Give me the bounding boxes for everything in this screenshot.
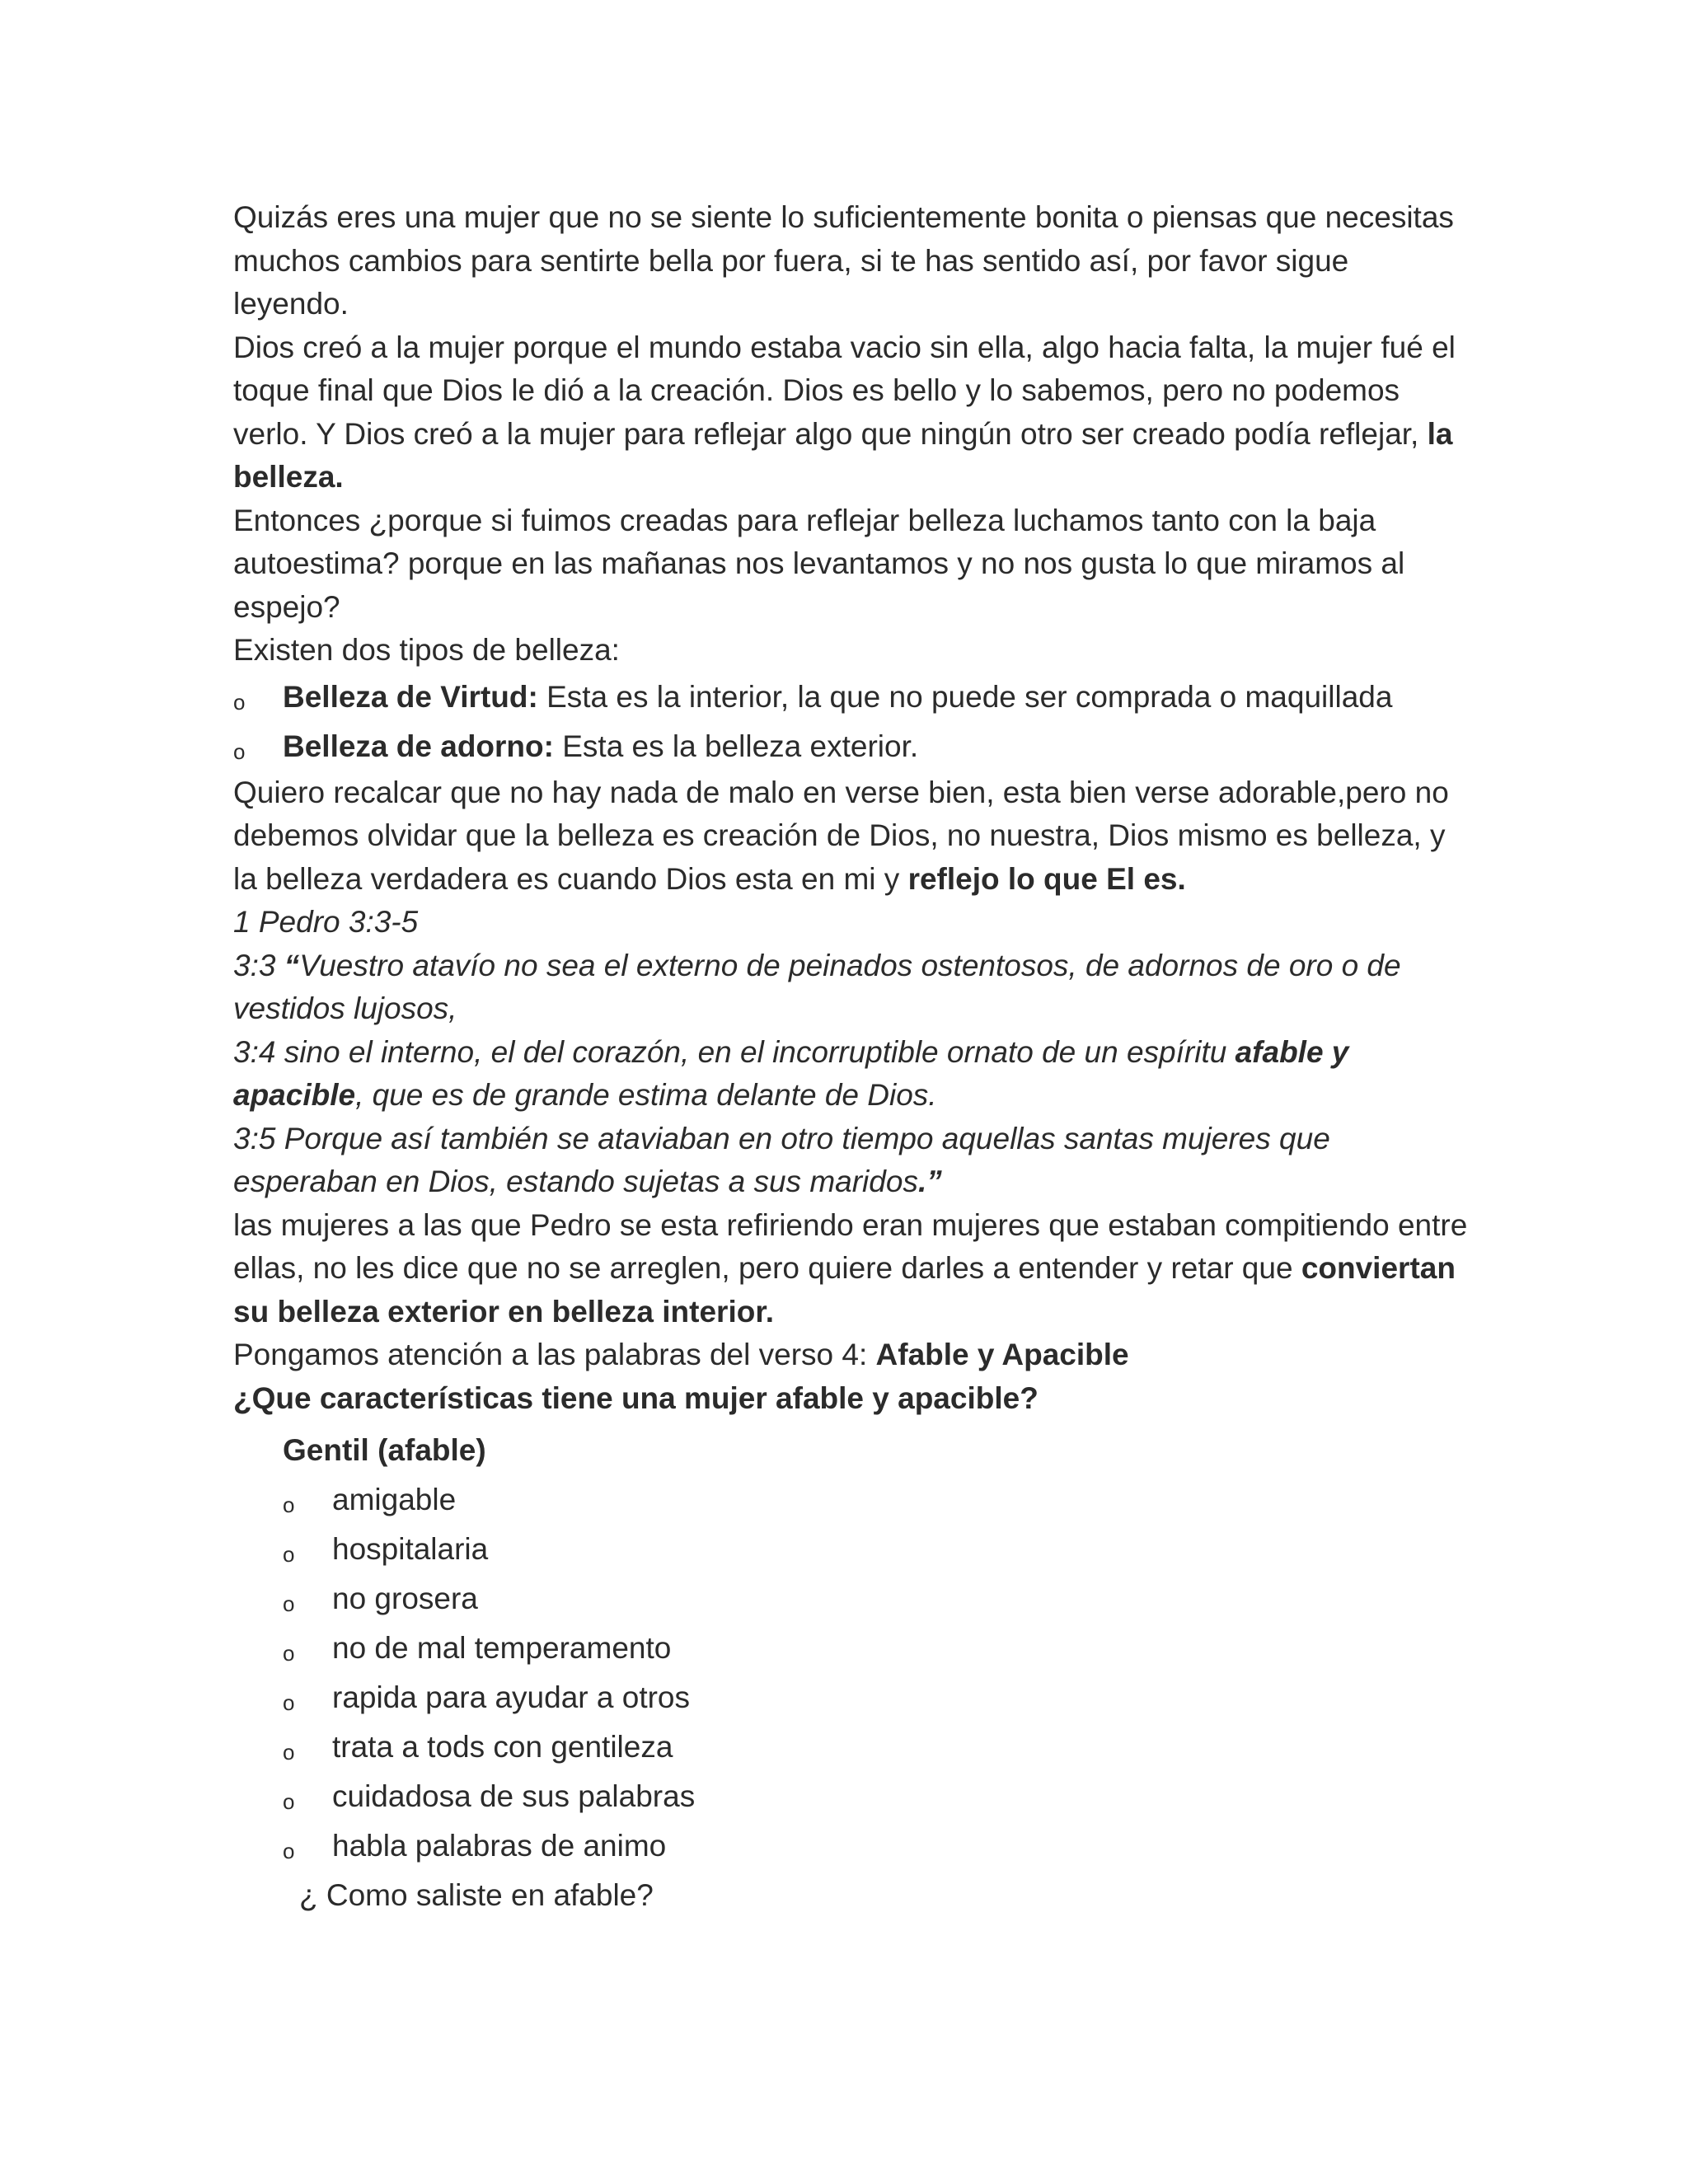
verse-3-open-quote: “ bbox=[284, 948, 300, 982]
verse-3-text: Vuestro atavío no sea el externo de peinados ostentosos, de adornos de oro o de vestidos lujosos, bbox=[233, 948, 1401, 1025]
reflection-paragraph bbox=[233, 771, 1470, 902]
attention-line bbox=[233, 1333, 1470, 1377]
scripture-reference: 1 Pedro 3:3-5 bbox=[233, 905, 419, 939]
verse-5 bbox=[233, 1118, 1470, 1204]
verse-4-emphasis: afable y apacible bbox=[233, 1034, 1349, 1112]
bullet-marker: o bbox=[283, 1789, 295, 1814]
trait-text: rapida para ayudar a otros bbox=[332, 1680, 690, 1714]
trait-text: hospitalaria bbox=[332, 1532, 489, 1566]
verse-5-close-quote: .” bbox=[917, 1165, 942, 1198]
beauty-type-text: Esta es la interior, la que no puede ser comprada o maquillada bbox=[537, 679, 1393, 714]
document-body bbox=[233, 196, 1470, 1920]
attention-text: Pongamos atención a las palabras del verso 4: bbox=[233, 1338, 876, 1371]
beauty-types-list bbox=[233, 673, 1470, 771]
intro-paragraph: Quizás eres una mujer que no se siente lo suficientemente bonita o piensas que necesitas muchos cambios para sentirte bella por fuera, si te has sentido así, por favor sigue leyendo. bbox=[233, 200, 1454, 321]
self-esteem-paragraph: Entonces ¿porque si fuimos creadas para reflejar belleza luchamos tanto con la baja autoestima? porque en las mañanas nos levantamos y no nos gusta lo que miramos al espejo? bbox=[233, 503, 1405, 624]
bullet-marker: o bbox=[283, 1839, 295, 1863]
list-item bbox=[283, 1821, 1470, 1871]
trait-text: cuidadosa de sus palabras bbox=[332, 1779, 696, 1813]
trait-text: trata a tods con gentileza bbox=[332, 1730, 673, 1764]
trait-text: habla palabras de animo bbox=[332, 1829, 667, 1863]
commentary-emphasis: conviertan su belleza exterior en belleza interior. bbox=[233, 1251, 1456, 1329]
list-item bbox=[283, 1574, 1470, 1624]
list-item bbox=[283, 1772, 1470, 1821]
verse-4-text: 3:4 sino el interno, el del corazón, en el incorruptible ornato de un espíritu bbox=[233, 1034, 1236, 1069]
list-item bbox=[283, 1673, 1470, 1722]
bullet-marker: o bbox=[283, 1493, 295, 1517]
verse-5-text: 3:5 Porque así también se ataviaban en otro tiempo aquellas santas mujeres que esperaban en Dios, estando sujetas a sus maridos bbox=[233, 1121, 1330, 1198]
bullet-marker: o bbox=[283, 1641, 295, 1666]
bullet-marker: o bbox=[283, 1542, 295, 1567]
verse-3-number: 3:3 bbox=[233, 948, 284, 982]
bullet-marker: o bbox=[233, 689, 246, 715]
trait-text: amigable bbox=[332, 1483, 457, 1516]
bullet-marker: o bbox=[283, 1591, 295, 1616]
list-item bbox=[283, 1624, 1470, 1673]
trait-text: no grosera bbox=[332, 1582, 478, 1615]
trait-text: no de mal temperamento bbox=[332, 1631, 672, 1665]
bullet-marker: o bbox=[233, 738, 246, 764]
gentle-traits-list bbox=[283, 1475, 1470, 1871]
reflection-emphasis: reflejo lo que El es. bbox=[907, 861, 1186, 896]
beauty-type-title: Belleza de Virtud: bbox=[283, 679, 538, 714]
creation-paragraph bbox=[233, 326, 1470, 499]
attention-emphasis: Afable y Apacible bbox=[875, 1338, 1129, 1371]
beauty-type-text: Esta es la belleza exterior. bbox=[553, 729, 919, 763]
verse-4 bbox=[233, 1031, 1470, 1118]
beauty-types-heading: Existen dos tipos de belleza: bbox=[233, 633, 620, 667]
list-item bbox=[283, 1525, 1470, 1574]
list-item bbox=[233, 673, 1470, 722]
gentle-title: Gentil (afable) bbox=[283, 1433, 486, 1467]
list-item bbox=[283, 1722, 1470, 1772]
list-item bbox=[233, 722, 1470, 771]
gentle-section bbox=[233, 1426, 1470, 1920]
beauty-type-title: Belleza de adorno: bbox=[283, 729, 554, 763]
characteristics-question: ¿Que características tiene una mujer afable y apacible? bbox=[233, 1380, 1039, 1415]
creation-emphasis: la belleza. bbox=[233, 416, 1453, 494]
commentary-paragraph bbox=[233, 1204, 1470, 1334]
bullet-marker: o bbox=[283, 1740, 295, 1765]
verse-3 bbox=[233, 944, 1470, 1031]
list-item bbox=[283, 1475, 1470, 1525]
reflection-text: Quiero recalcar que no hay nada de malo en verse bien, esta bien verse adorable,pero no debemos olvidar que la belleza es creación de Dios, no nuestra, Dios mismo es belleza, y la belleza verdadera es cuando Dios esta en mi y bbox=[233, 775, 1449, 896]
commentary-text: las mujeres a las que Pedro se esta refiriendo eran mujeres que estaban compitiendo entre ellas, no les dice que no se arreglen, pero quiere darles a entender y retar que bbox=[233, 1207, 1468, 1285]
verse-4-rest: , que es de grande estima delante de Dios. bbox=[355, 1078, 937, 1112]
creation-text: Dios creó a la mujer porque el mundo estaba vacio sin ella, algo hacia falta, la mujer fué el toque final que Dios le dió a la creación. Dios es bello y lo sabemos, pero no podemos verlo. Y Dios creó a la mujer para reflejar algo que ningún otro ser creado podía reflejar, bbox=[233, 330, 1456, 451]
bullet-marker: o bbox=[283, 1690, 295, 1715]
closing-question: ¿ Como saliste en afable? bbox=[299, 1878, 654, 1912]
